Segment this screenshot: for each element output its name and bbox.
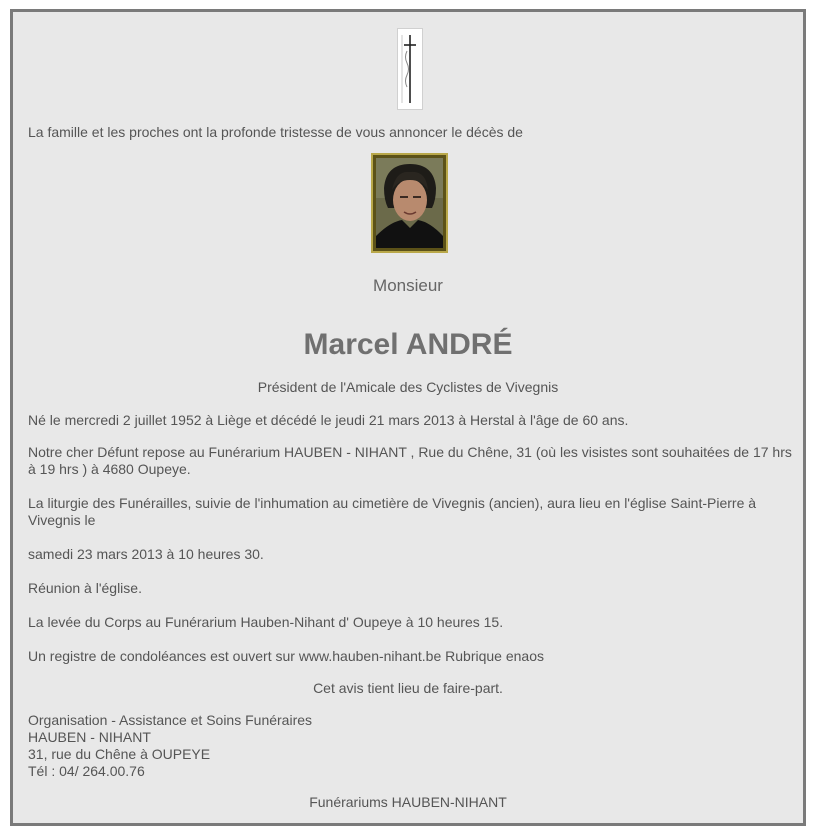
- obituary-card: [10, 9, 806, 826]
- registre-text: Un registre de condoléances est ouvert sur www.hauben-nihant.be Rubrique enaos: [28, 648, 544, 664]
- levee-text: La levée du Corps au Funérarium Hauben-Nihant d' Oupeye à 10 heures 15.: [28, 614, 504, 630]
- organisation-line: HAUBEN - NIHANT: [28, 729, 151, 745]
- deceased-role: Président de l'Amicale des Cyclistes de Vivegnis: [257, 379, 559, 395]
- footer-text: Funérariums HAUBEN-NIHANT: [309, 794, 507, 810]
- funeral-date: samedi 23 mars 2013 à 10 heures 30.: [28, 546, 264, 562]
- organisation-line: Organisation - Assistance et Soins Funéraires: [28, 712, 313, 728]
- organisation-block: [28, 712, 793, 780]
- notice-text: Cet avis tient lieu de faire-part.: [313, 680, 503, 696]
- reunion-text: Réunion à l'église.: [28, 580, 142, 596]
- organisation-phone: Tél : 04/ 264.00.76: [28, 763, 145, 779]
- repose-text: Notre cher Défunt repose au Funérarium HAUBEN - NIHANT , Rue du Chêne, 31 (où les visistes sont souhaitées de 17 hrs à 19 hrs ) à 4680 Oupeye.: [28, 444, 792, 477]
- organisation-line: 31, rue du Chêne à OUPEYE: [28, 746, 211, 762]
- deceased-name: Marcel ANDRÉ: [303, 328, 513, 361]
- cross-icon: [397, 28, 423, 110]
- intro-text: La famille et les proches ont la profonde tristesse de vous annoncer le décès de: [28, 124, 523, 140]
- liturgy-text: La liturgie des Funérailles, suivie de l'inhumation au cimetière de Vivegnis (ancien), aura lieu en l'église Saint-Pierre à Vivegnis le: [28, 495, 757, 528]
- birth-death-text: Né le mercredi 2 juillet 1952 à Liège et décédé le jeudi 21 mars 2013 à Herstal à l'âge de 60 ans.: [28, 412, 629, 428]
- portrait-photo: [371, 153, 448, 253]
- honorific-title: Monsieur: [373, 276, 443, 295]
